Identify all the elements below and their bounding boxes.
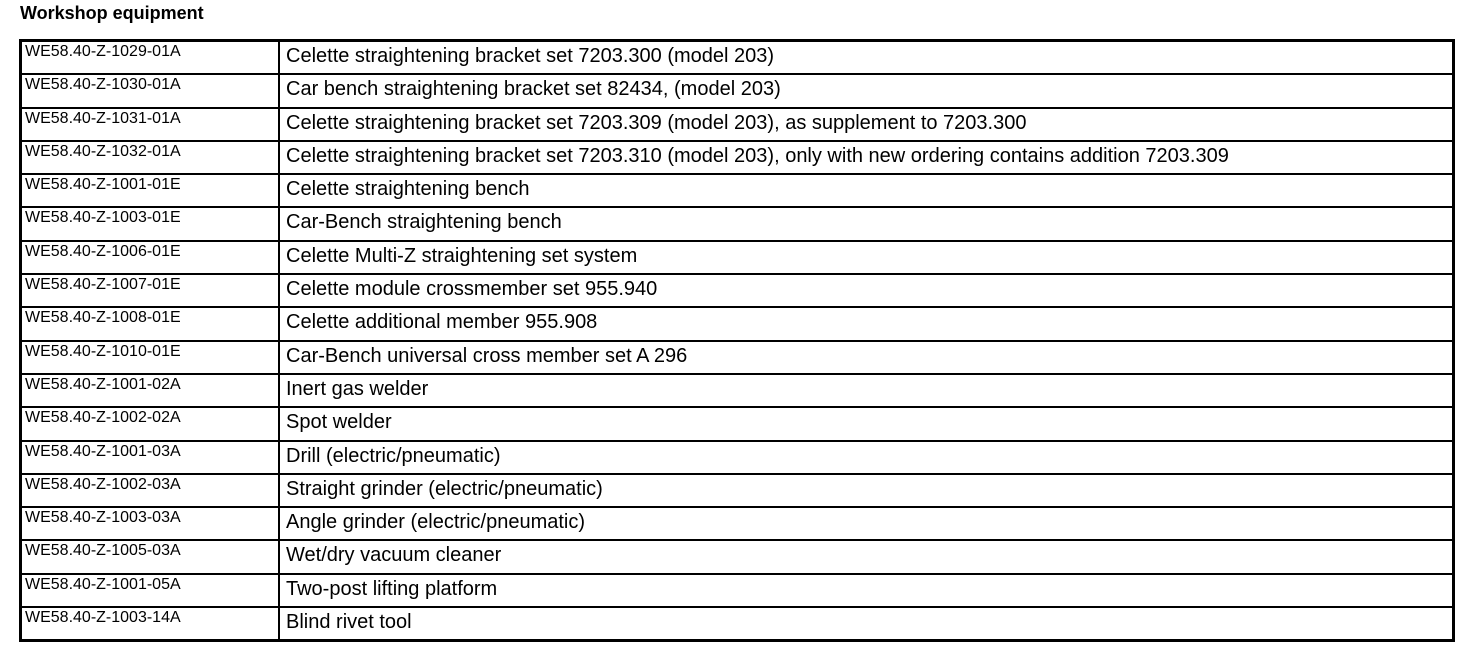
equipment-code-cell: WE58.40-Z-1001-01E <box>21 174 280 207</box>
table-row <box>21 441 1454 474</box>
equipment-code-cell: WE58.40-Z-1001-05A <box>21 574 280 607</box>
equipment-description-cell: Celette straightening bracket set 7203.310 (model 203), only with new ordering contains addition 7203.309 <box>279 141 1454 174</box>
equipment-code-cell: WE58.40-Z-1002-02A <box>21 407 280 440</box>
equipment-code-cell: WE58.40-Z-1032-01A <box>21 141 280 174</box>
equipment-description-cell: Celette straightening bench <box>279 174 1454 207</box>
table-row <box>21 407 1454 440</box>
table-row <box>21 574 1454 607</box>
table-row <box>21 174 1454 207</box>
table-row <box>21 507 1454 540</box>
equipment-description-cell: Celette Multi-Z straightening set system <box>279 241 1454 274</box>
equipment-code-cell: WE58.40-Z-1001-02A <box>21 374 280 407</box>
equipment-code-cell: WE58.40-Z-1005-03A <box>21 540 280 573</box>
table-row <box>21 307 1454 340</box>
table-row <box>21 207 1454 240</box>
equipment-description-cell: Car-Bench straightening bench <box>279 207 1454 240</box>
equipment-description-cell: Drill (electric/pneumatic) <box>279 441 1454 474</box>
table-row <box>21 108 1454 141</box>
equipment-code-cell: WE58.40-Z-1003-01E <box>21 207 280 240</box>
table-row <box>21 540 1454 573</box>
equipment-code-cell: WE58.40-Z-1001-03A <box>21 441 280 474</box>
equipment-code-cell: WE58.40-Z-1002-03A <box>21 474 280 507</box>
equipment-description-cell: Wet/dry vacuum cleaner <box>279 540 1454 573</box>
equipment-description-cell: Celette module crossmember set 955.940 <box>279 274 1454 307</box>
table-row <box>21 274 1454 307</box>
page-title: Workshop equipment <box>20 3 204 23</box>
equipment-code-cell: WE58.40-Z-1003-14A <box>21 607 280 641</box>
equipment-description-cell: Celette straightening bracket set 7203.309 (model 203), as supplement to 7203.300 <box>279 108 1454 141</box>
table-row <box>21 241 1454 274</box>
equipment-code-cell: WE58.40-Z-1008-01E <box>21 307 280 340</box>
equipment-code-cell: WE58.40-Z-1010-01E <box>21 341 280 374</box>
equipment-description-cell: Celette additional member 955.908 <box>279 307 1454 340</box>
equipment-description-cell: Angle grinder (electric/pneumatic) <box>279 507 1454 540</box>
equipment-table-body <box>21 41 1454 641</box>
table-row <box>21 374 1454 407</box>
table-row <box>21 607 1454 641</box>
table-row <box>21 341 1454 374</box>
equipment-code-cell: WE58.40-Z-1029-01A <box>21 41 280 75</box>
equipment-description-cell: Blind rivet tool <box>279 607 1454 641</box>
equipment-description-cell: Celette straightening bracket set 7203.300 (model 203) <box>279 41 1454 75</box>
equipment-description-cell: Car bench straightening bracket set 82434, (model 203) <box>279 74 1454 107</box>
equipment-description-cell: Two-post lifting platform <box>279 574 1454 607</box>
table-row <box>21 74 1454 107</box>
equipment-table <box>19 39 1455 642</box>
table-row <box>21 474 1454 507</box>
equipment-code-cell: WE58.40-Z-1031-01A <box>21 108 280 141</box>
equipment-description-cell: Car-Bench universal cross member set A 296 <box>279 341 1454 374</box>
equipment-description-cell: Inert gas welder <box>279 374 1454 407</box>
equipment-code-cell: WE58.40-Z-1030-01A <box>21 74 280 107</box>
table-row <box>21 41 1454 75</box>
equipment-code-cell: WE58.40-Z-1006-01E <box>21 241 280 274</box>
table-row <box>21 141 1454 174</box>
equipment-code-cell: WE58.40-Z-1007-01E <box>21 274 280 307</box>
equipment-code-cell: WE58.40-Z-1003-03A <box>21 507 280 540</box>
equipment-description-cell: Straight grinder (electric/pneumatic) <box>279 474 1454 507</box>
equipment-description-cell: Spot welder <box>279 407 1454 440</box>
